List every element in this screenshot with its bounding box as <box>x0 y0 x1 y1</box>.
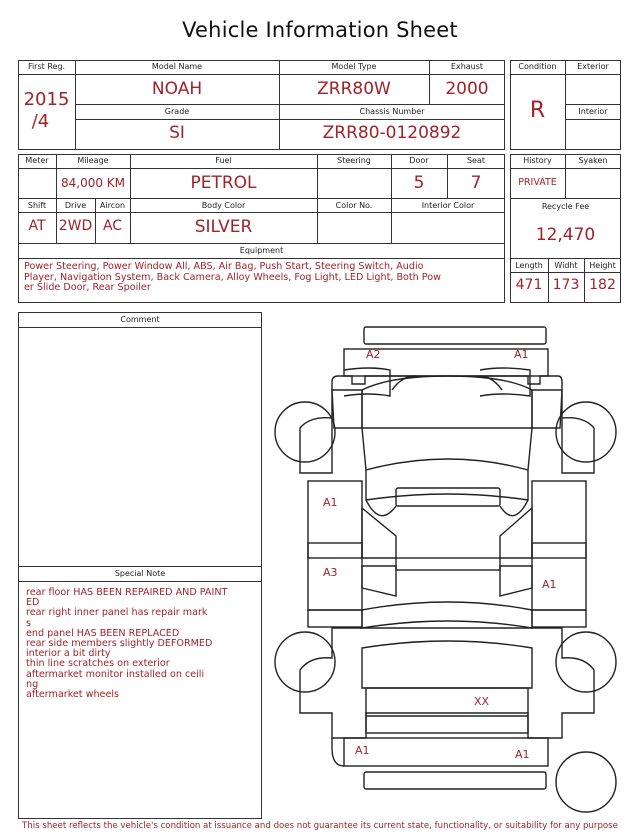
sheet-title: Vehicle Information Sheet <box>182 18 458 42</box>
equipment-list <box>24 262 504 294</box>
shift-label: Shift <box>27 201 47 210</box>
equipment-line: Power Steering, Power Window All, ABS, Air Bag, Push Start, Steering Switch, Audio <box>24 261 424 272</box>
car-damage-diagram <box>270 318 630 823</box>
meter-label: Meter <box>25 156 49 165</box>
grade-label: Grade <box>164 107 190 116</box>
syaken-label: Syaken <box>578 156 608 165</box>
drive-value: 2WD <box>58 218 93 234</box>
damage-mark-rear-center: XX <box>474 695 490 708</box>
height-label: Height <box>589 261 616 270</box>
width-value: 173 <box>552 277 580 293</box>
steering-label: Steering <box>337 156 371 165</box>
equipment-line: Player, Navigation System, Back Camera, Alloy Wheels, Fog Light, LED Light, Both Pow <box>24 271 441 283</box>
exterior-label: Exterior <box>577 62 609 71</box>
aircon-label: Aircon <box>99 201 126 210</box>
grade-value: SI <box>169 123 185 143</box>
first-reg-label: First Reg. <box>27 62 66 71</box>
mileage-label: Mileage <box>77 156 109 165</box>
chassis-number-label: Chassis Number <box>359 107 425 116</box>
first-reg-month: /4 <box>31 111 50 132</box>
history-label: History <box>523 156 552 165</box>
special-note-line: rear floor HAS BEEN REPAIRED AND PAINT <box>26 587 228 598</box>
damage-mark-right-rear-door: A1 <box>542 578 557 591</box>
door-label: Door <box>409 156 429 165</box>
height-value: 182 <box>589 277 616 293</box>
special-note-list <box>26 588 258 700</box>
model-name-value: NOAH <box>151 79 203 99</box>
door-value: 5 <box>413 173 425 193</box>
damage-mark-rear-right: A1 <box>515 748 530 761</box>
special-note-line: s <box>26 617 31 629</box>
special-note-line: aftermarket wheels <box>26 689 120 701</box>
comment-label: Comment <box>120 315 160 324</box>
special-note-label: Special Note <box>114 569 166 578</box>
exhaust-label: Exhaust <box>450 62 484 71</box>
recycle-fee-label: Recycle Fee <box>541 202 590 211</box>
special-note-line: aftermarket monitor installed on ceili <box>26 668 205 680</box>
equipment-line: er Slide Door, Rear Spoiler <box>24 282 151 293</box>
body-color-label: Body Color <box>201 201 246 210</box>
fuel-label: Fuel <box>215 156 232 165</box>
damage-mark-front-right: A1 <box>514 348 529 361</box>
history-value: PRIVATE <box>518 177 557 188</box>
special-note-line: rear side members slightly DEFORMED <box>26 638 213 650</box>
seat-value: 7 <box>470 173 482 193</box>
recycle-fee-value: 12,470 <box>535 225 596 245</box>
seat-label: Seat <box>466 156 486 165</box>
interior-color-label: Interior Color <box>421 201 475 210</box>
drive-label: Drive <box>64 201 87 210</box>
width-label: Widht <box>554 261 578 270</box>
length-value: 471 <box>515 277 543 293</box>
shift-value: AT <box>28 218 46 234</box>
first-reg-year: 2015 <box>23 89 70 110</box>
mileage-value: 84,000 KM <box>60 176 126 190</box>
equipment-label: Equipment <box>239 246 284 255</box>
model-name-label: Model Name <box>151 62 203 71</box>
damage-mark-front-left: A2 <box>366 348 381 361</box>
model-type-label: Model Type <box>331 62 377 71</box>
model-type-value: ZRR80W <box>317 79 391 99</box>
disclaimer-footer: This sheet reflects the vehicle's condition at issuance and does not guarantee its current state, functionality, or suitability for any purpose <box>22 821 618 831</box>
color-no-label: Color No. <box>335 201 373 210</box>
interior-label: Interior <box>578 107 608 116</box>
special-note-line: ng <box>26 678 39 690</box>
condition-value: R <box>529 98 546 123</box>
damage-mark-rear-left: A1 <box>355 744 370 757</box>
damage-mark-left-front-door: A1 <box>323 496 338 509</box>
body-color-value: SILVER <box>194 217 253 237</box>
aircon-value: AC <box>102 218 123 234</box>
exhaust-value: 2000 <box>445 79 489 99</box>
chassis-number-value: ZRR80-0120892 <box>322 123 462 143</box>
special-note-line: end panel HAS BEEN REPLACED <box>26 627 180 639</box>
length-label: Length <box>515 261 543 270</box>
special-note-line: thin line scratches on exterior <box>26 658 170 670</box>
damage-mark-left-rear-door: A3 <box>323 566 338 579</box>
fuel-value: PETROL <box>190 173 257 193</box>
condition-label: Condition <box>518 62 557 71</box>
special-note-line: interior a bit dirty <box>26 648 111 660</box>
special-note-line: ED <box>26 597 40 609</box>
special-note-line: rear right inner panel has repair mark <box>26 607 208 619</box>
